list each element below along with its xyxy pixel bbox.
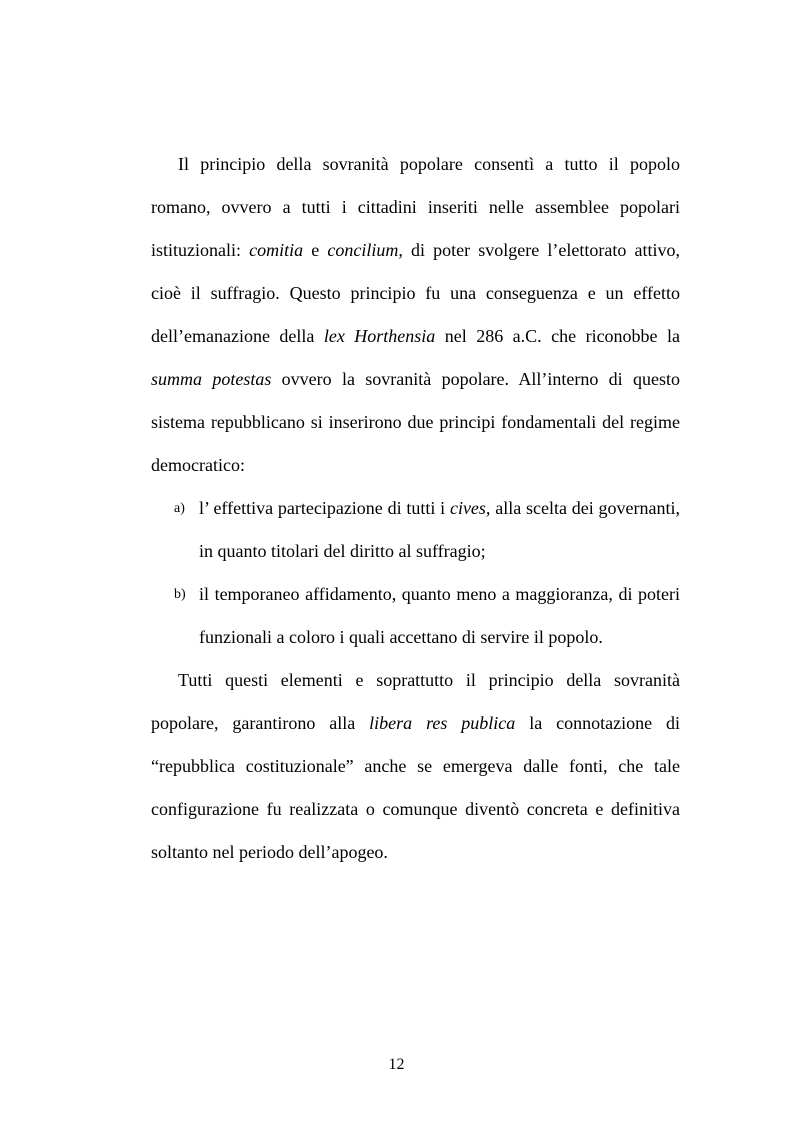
principles-list	[151, 487, 680, 659]
p1-seg-italic: summa potestas	[151, 369, 272, 389]
p2-seg: Tutti questi elementi e soprattutto il principio della sovranità popolare, garantirono alla	[151, 670, 680, 733]
paragraph-1	[151, 143, 680, 487]
p1-seg: Il principio della sovranità popolare consentì a tutto il popolo romano, ovvero a tutti i cittadini inseriti nelle assemblee popolari istituzionali:	[151, 154, 680, 260]
paragraph-2	[151, 659, 680, 874]
item-a-seg: l’ effettiva partecipazione di tutti i	[199, 498, 450, 518]
p1-seg: ovvero la sovranità popolare. All’interno di questo sistema repubblicano si inserirono due principi fondamentali del regime democratico:	[151, 369, 680, 475]
item-b-seg: il temporaneo affidamento, quanto meno a maggioranza, di poteri funzionali a coloro i quali accettano di servire il popolo.	[199, 584, 680, 647]
p1-seg: e	[303, 240, 328, 260]
list-marker: a)	[174, 501, 185, 516]
page-number: 12	[388, 1056, 405, 1073]
p1-seg: di poter svolgere l’elettorato attivo, cioè il suffragio. Questo principio fu una conseguenza e un effetto dell’emanazione della	[151, 240, 680, 346]
list-marker: b)	[174, 587, 186, 602]
item-a-seg-italic: cives,	[449, 498, 491, 518]
p2-seg-italic: libera res publica	[369, 713, 516, 733]
body-text	[151, 143, 680, 874]
p1-seg: nel 286 a.C. che riconobbe la	[435, 326, 680, 346]
list-item-b	[174, 573, 680, 659]
item-a-seg: alla scelta dei governanti, in quanto titolari del diritto al suffragio;	[199, 498, 681, 561]
p2-seg: la connotazione di “repubblica costituzionale” anche se emergeva dalle fonti, che tale configurazione fu realizzata o comunque diventò concreta e definitiva soltanto nel periodo dell’apogeo.	[151, 713, 680, 862]
p1-seg-italic: concilium,	[327, 240, 403, 260]
list-item-a	[174, 487, 681, 573]
p1-seg-italic: lex Horthensia	[323, 326, 436, 346]
p1-seg-italic: comitia	[249, 240, 304, 260]
